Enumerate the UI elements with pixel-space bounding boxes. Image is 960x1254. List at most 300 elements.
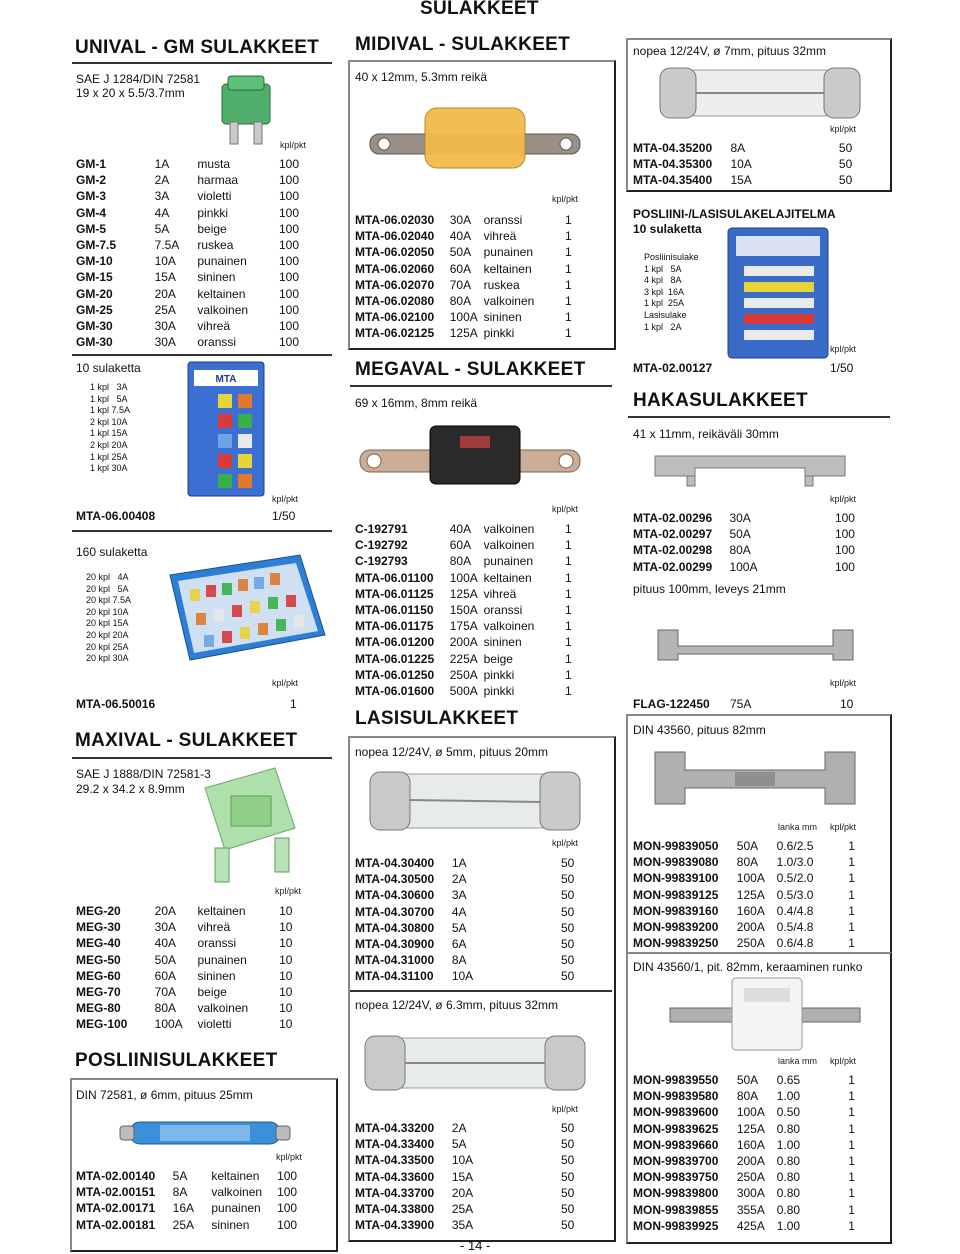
product-code: MON-99839580 bbox=[633, 1089, 719, 1104]
product-code: GM-5 bbox=[76, 221, 106, 236]
product-code: MEG-100 bbox=[76, 1017, 128, 1032]
table-cell: 60A bbox=[449, 261, 472, 276]
table-cell: 100 bbox=[279, 335, 300, 350]
table-row bbox=[633, 140, 855, 156]
glass-fuse-7mm-image bbox=[660, 62, 860, 132]
col-header-kplpkt: kpl/pkt bbox=[280, 140, 307, 150]
table-cell: 15A bbox=[154, 270, 176, 285]
lasi-spec-2: nopea 12/24V, ø 6.3mm, pituus 32mm bbox=[355, 998, 559, 1012]
table-row bbox=[355, 1185, 575, 1201]
product-code: C-192792 bbox=[355, 538, 408, 553]
flag-code: FLAG-122450 bbox=[633, 697, 710, 711]
table-row bbox=[355, 537, 575, 553]
posliini-title: POSLIINISULAKKEET bbox=[75, 1050, 278, 1071]
haka-spec: 41 x 11mm, reikäväli 30mm bbox=[633, 427, 779, 441]
table-cell: 10 bbox=[279, 985, 293, 1000]
table-cell: 3A bbox=[451, 888, 467, 903]
table-cell: ruskea bbox=[483, 277, 520, 292]
table-cell: 50 bbox=[561, 953, 575, 968]
table-cell: keltainen bbox=[197, 904, 246, 919]
table-cell: 175A bbox=[449, 619, 478, 634]
table-row bbox=[76, 984, 301, 1000]
table-cell: 10 bbox=[279, 952, 293, 967]
set10-code: MTA-06.00408 bbox=[76, 509, 156, 523]
product-code: MTA-02.00181 bbox=[76, 1217, 156, 1232]
table-cell: keltainen bbox=[211, 1169, 260, 1184]
product-code: MTA-06.01225 bbox=[355, 651, 435, 666]
list-item: 20 kpl 25A bbox=[86, 641, 129, 652]
unival-title: UNIVAL - GM SULAKKEET bbox=[75, 37, 320, 58]
table-cell: 100 bbox=[277, 1169, 298, 1184]
table-cell: 50 bbox=[561, 1121, 575, 1136]
table-cell: vihreä bbox=[197, 318, 231, 333]
table-cell: 125A bbox=[736, 887, 765, 902]
table-cell: 425A bbox=[736, 1218, 765, 1233]
table-row bbox=[76, 1016, 301, 1032]
table-cell: 1 bbox=[565, 294, 572, 309]
fuse-set-10-image bbox=[188, 362, 278, 502]
table-row bbox=[633, 1104, 855, 1120]
table-row bbox=[355, 871, 575, 887]
table-cell: vihreä bbox=[483, 229, 517, 244]
mega-fuse-image bbox=[360, 420, 600, 500]
product-code: MTA-04.33600 bbox=[355, 1169, 435, 1184]
product-code: GM-10 bbox=[76, 254, 113, 269]
product-code: MEG-50 bbox=[76, 952, 121, 967]
product-code: MTA-02.00171 bbox=[76, 1201, 156, 1216]
table-cell: valkoinen bbox=[483, 522, 535, 537]
lasi-table-1 bbox=[355, 855, 575, 985]
table-cell: 3A bbox=[154, 189, 170, 204]
product-code: C-192791 bbox=[355, 522, 408, 537]
table-cell: 2A bbox=[154, 173, 170, 188]
table-cell: 100 bbox=[279, 173, 300, 188]
table-cell: 100 bbox=[834, 559, 855, 574]
list-item: 20 kpl 30A bbox=[86, 653, 129, 664]
product-code: MTA-06.02030 bbox=[355, 213, 435, 228]
table-cell: 100 bbox=[834, 543, 855, 558]
product-code: MON-99839050 bbox=[633, 839, 719, 854]
table-row bbox=[355, 261, 575, 277]
table-cell: valkoinen bbox=[197, 1001, 249, 1016]
product-code: GM-2 bbox=[76, 173, 106, 188]
table-cell: 8A bbox=[451, 953, 467, 968]
table-row bbox=[633, 510, 855, 526]
table-row bbox=[355, 1136, 575, 1152]
table-row bbox=[76, 968, 301, 984]
table-cell: 100 bbox=[279, 221, 300, 236]
list-item: 20 kpl 20A bbox=[86, 629, 129, 640]
table-cell: keltainen bbox=[483, 261, 532, 276]
table-cell: 1 bbox=[565, 277, 572, 292]
list-item: 1 kpl 25A bbox=[644, 298, 685, 309]
list-item: 3 kpl 16A bbox=[644, 286, 685, 297]
table-cell: 70A bbox=[154, 985, 177, 1000]
unival-spec-1: SAE J 1284/DIN 72581 bbox=[76, 72, 201, 86]
table-cell: 35A bbox=[451, 1218, 474, 1233]
table-cell: 100 bbox=[834, 511, 855, 526]
table-cell: 50 bbox=[561, 1218, 575, 1233]
lasi-title: LASISULAKKEET bbox=[355, 708, 519, 729]
table-row bbox=[76, 237, 301, 253]
list-item: Lasisulake bbox=[644, 309, 687, 320]
section-divider bbox=[72, 62, 332, 64]
product-code: MTA-06.01100 bbox=[355, 570, 434, 585]
product-code: GM-15 bbox=[76, 270, 113, 285]
table-cell: 1 bbox=[565, 603, 572, 618]
product-code: MON-99839125 bbox=[633, 887, 719, 902]
assortment-pack-image bbox=[724, 222, 834, 362]
assortment-qty: 1/50 bbox=[830, 361, 854, 375]
col-header-kplpkt: kpl/pkt bbox=[275, 886, 302, 896]
product-code: MTA-06.01150 bbox=[355, 603, 434, 618]
set10-contents bbox=[90, 382, 130, 475]
product-code: MON-99839700 bbox=[633, 1154, 719, 1169]
table-cell: 1 bbox=[848, 1186, 855, 1201]
megaval-title: MEGAVAL - SULAKKEET bbox=[355, 359, 586, 380]
posliini-spec: DIN 72581, ø 6mm, pituus 25mm bbox=[76, 1088, 253, 1102]
table-cell: 200A bbox=[736, 1154, 765, 1169]
table-cell: 0.5/2.0 bbox=[776, 871, 814, 886]
table-row bbox=[355, 244, 575, 260]
glass-fuse-5mm-image bbox=[370, 762, 580, 842]
product-code: MTA-04.30800 bbox=[355, 920, 435, 935]
table-cell: oranssi bbox=[483, 213, 523, 228]
table-row bbox=[355, 968, 575, 984]
table-cell: 4A bbox=[451, 904, 467, 919]
table-cell: 25A bbox=[172, 1217, 195, 1232]
table-cell: 1.00 bbox=[776, 1218, 801, 1233]
table-cell: 60A bbox=[154, 968, 177, 983]
product-code: MON-99839200 bbox=[633, 920, 719, 935]
table-row bbox=[76, 334, 301, 350]
assortment-code: MTA-02.00127 bbox=[633, 361, 713, 375]
list-item: 1 kpl 7.5A bbox=[90, 405, 131, 416]
table-cell: 50 bbox=[561, 1202, 575, 1217]
list-item: 1 kpl 2A bbox=[644, 321, 682, 332]
col-header-kplpkt: kpl/pkt bbox=[830, 678, 857, 688]
table-cell: 10 bbox=[279, 1017, 293, 1032]
list-item: 20 kpl 4A bbox=[86, 572, 129, 582]
mta-logo-text: MTA bbox=[215, 374, 237, 385]
table-cell: 100A bbox=[154, 1017, 183, 1032]
maxival-table bbox=[76, 903, 301, 1033]
product-code: MTA-04.30600 bbox=[355, 888, 435, 903]
product-code: MEG-20 bbox=[76, 904, 121, 919]
table-cell: 125A bbox=[449, 326, 478, 341]
table-cell: punainen bbox=[211, 1201, 261, 1216]
table-row bbox=[76, 253, 301, 269]
table-cell: 0.80 bbox=[776, 1154, 801, 1169]
table-cell: 1 bbox=[565, 651, 572, 666]
maxival-spec-2: 29.2 x 34.2 x 8.9mm bbox=[76, 782, 185, 796]
product-code: MON-99839660 bbox=[633, 1137, 719, 1152]
table-row bbox=[76, 1217, 301, 1233]
din-spec-2: DIN 43560/1, pit. 82mm, keraaminen runko bbox=[633, 960, 863, 974]
table-cell: 100 bbox=[279, 254, 300, 269]
col-header-kplpkt: kpl/pkt bbox=[552, 838, 579, 848]
maxi-fuse-image bbox=[195, 768, 305, 888]
table-cell: 100 bbox=[834, 527, 855, 542]
table-cell: 1 bbox=[848, 1154, 855, 1169]
table-cell: 50 bbox=[561, 937, 575, 952]
table-cell: 1 bbox=[565, 245, 572, 260]
table-row bbox=[355, 1152, 575, 1168]
col-header-kplpkt: kpl/pkt bbox=[272, 678, 299, 688]
table-cell: 30A bbox=[154, 318, 176, 333]
product-code: MON-99839750 bbox=[633, 1170, 719, 1185]
product-code: MON-99839925 bbox=[633, 1218, 719, 1233]
table-cell: violetti bbox=[197, 1017, 232, 1032]
table-cell: 50 bbox=[561, 904, 575, 919]
table-cell: 50A bbox=[736, 1073, 759, 1088]
product-code: MTA-06.01600 bbox=[355, 683, 435, 698]
table-row bbox=[355, 570, 575, 586]
table-row bbox=[633, 854, 855, 870]
table-cell: 50 bbox=[561, 1137, 575, 1152]
table-cell: 250A bbox=[736, 936, 765, 951]
table-row bbox=[633, 542, 855, 558]
table-row bbox=[355, 521, 575, 537]
product-code: MTA-02.00299 bbox=[633, 559, 713, 574]
table-cell: 1A bbox=[154, 157, 170, 172]
table-row bbox=[355, 651, 575, 667]
product-code: MEG-80 bbox=[76, 1001, 121, 1016]
table-row bbox=[355, 228, 575, 244]
table-cell: valkoinen bbox=[483, 538, 535, 553]
col-header-kplpkt: kpl/pkt bbox=[552, 1104, 579, 1114]
list-item: 2 kpl 10A bbox=[90, 416, 128, 427]
table-row bbox=[355, 212, 575, 228]
table-cell: 50A bbox=[729, 527, 751, 542]
product-code: MON-99839800 bbox=[633, 1186, 719, 1201]
list-item: 20 kpl 10A bbox=[86, 606, 129, 617]
table-cell: 100 bbox=[279, 205, 300, 220]
product-code: MTA-06.02080 bbox=[355, 294, 435, 309]
table-row bbox=[76, 952, 301, 968]
table-cell: harmaa bbox=[197, 173, 239, 188]
list-item: 20 kpl 5A bbox=[86, 583, 129, 594]
product-code: GM-20 bbox=[76, 286, 113, 301]
product-code: MTA-02.00296 bbox=[633, 511, 713, 526]
din-table-1 bbox=[633, 838, 855, 951]
table-row bbox=[76, 205, 301, 221]
glass-fuse-6mm-image bbox=[365, 1030, 585, 1100]
product-code: C-192793 bbox=[355, 554, 408, 569]
table-row bbox=[76, 302, 301, 318]
table-cell: 1 bbox=[565, 538, 572, 553]
col-header-kplpkt: kpl/pkt bbox=[552, 504, 579, 514]
set10-qty: 1/50 bbox=[272, 509, 296, 523]
product-code: MTA-04.30400 bbox=[355, 856, 435, 871]
list-item: 1 kpl 5A bbox=[90, 393, 128, 404]
table-cell: valkoinen bbox=[211, 1185, 263, 1200]
set160-title: 160 sulaketta bbox=[76, 545, 148, 559]
table-cell: 80A bbox=[449, 554, 472, 569]
table-row bbox=[76, 919, 301, 935]
table-cell: 1 bbox=[848, 936, 855, 951]
maxival-spec-1: SAE J 1888/DIN 72581-3 bbox=[76, 767, 211, 781]
table-cell: 200A bbox=[736, 920, 765, 935]
table-cell: sininen bbox=[483, 310, 522, 325]
list-item: 1 kpl 15A bbox=[90, 428, 128, 439]
product-code: MTA-04.31000 bbox=[355, 953, 435, 968]
table-cell: 250A bbox=[449, 667, 478, 682]
table-cell: 80A bbox=[736, 1089, 759, 1104]
glass-7mm-table bbox=[633, 140, 855, 189]
table-cell: 10A bbox=[451, 969, 474, 984]
list-item: 20 kpl 7.5A bbox=[86, 595, 132, 606]
list-item: Posliinisulake bbox=[644, 252, 699, 262]
haka-table bbox=[633, 510, 855, 575]
table-cell: 10 bbox=[279, 936, 293, 951]
table-row bbox=[76, 1000, 301, 1016]
table-cell: 10 bbox=[279, 968, 293, 983]
table-cell: 15A bbox=[730, 173, 752, 188]
list-item: 1 kpl 30A bbox=[90, 463, 128, 474]
table-cell: vihreä bbox=[197, 920, 231, 935]
table-cell: 1 bbox=[565, 326, 572, 341]
table-cell: punainen bbox=[483, 245, 533, 260]
table-cell: 5A bbox=[154, 221, 170, 236]
table-cell: 16A bbox=[172, 1201, 195, 1216]
table-cell: 1.0/3.0 bbox=[776, 855, 814, 870]
table-cell: pinkki bbox=[483, 326, 515, 341]
table-row bbox=[633, 559, 855, 575]
table-row bbox=[355, 634, 575, 650]
table-cell: 160A bbox=[736, 903, 765, 918]
product-code: GM-1 bbox=[76, 157, 106, 172]
table-cell: oranssi bbox=[483, 603, 523, 618]
list-item: 4 kpl 8A bbox=[644, 275, 682, 286]
midival-spec: 40 x 12mm, 5.3mm reikä bbox=[355, 70, 488, 84]
table-cell: 1 bbox=[565, 522, 572, 537]
table-cell: 10A bbox=[451, 1153, 474, 1168]
posliini-table bbox=[76, 1168, 301, 1233]
table-cell: 1 bbox=[565, 310, 572, 325]
table-cell: keltainen bbox=[483, 570, 532, 585]
table-cell: 0.4/4.8 bbox=[776, 903, 814, 918]
table-row bbox=[355, 553, 575, 569]
product-code: MTA-04.30500 bbox=[355, 872, 435, 887]
table-cell: punainen bbox=[197, 254, 247, 269]
table-cell: 50 bbox=[561, 1185, 575, 1200]
product-code: MTA-04.35200 bbox=[633, 141, 713, 156]
product-code: MTA-06.02060 bbox=[355, 261, 435, 276]
table-row bbox=[76, 269, 301, 285]
table-row bbox=[76, 286, 301, 302]
set160-contents bbox=[86, 572, 131, 665]
table-cell: 50A bbox=[154, 952, 177, 967]
table-row bbox=[633, 1218, 855, 1234]
table-cell: 1 bbox=[848, 1073, 855, 1088]
section-divider bbox=[72, 530, 332, 532]
table-cell: sininen bbox=[483, 635, 522, 650]
table-cell: 40A bbox=[449, 522, 472, 537]
col-header-kplpkt: kpl/pkt bbox=[276, 1152, 303, 1162]
table-cell: 200A bbox=[449, 635, 478, 650]
table-cell: 1 bbox=[565, 586, 572, 601]
table-row bbox=[355, 309, 575, 325]
table-cell: 100A bbox=[736, 1105, 765, 1120]
table-cell: keltainen bbox=[197, 286, 246, 301]
table-cell: 40A bbox=[449, 229, 472, 244]
product-code: MEG-70 bbox=[76, 985, 121, 1000]
table-cell: oranssi bbox=[197, 335, 237, 350]
product-code: MTA-04.30700 bbox=[355, 904, 435, 919]
table-cell: sininen bbox=[197, 968, 236, 983]
product-code: GM-7.5 bbox=[76, 238, 117, 253]
table-cell: 1 bbox=[565, 619, 572, 634]
strip-fuse-image bbox=[658, 620, 858, 680]
haka-title: HAKASULAKKEET bbox=[633, 390, 808, 411]
table-cell: 1 bbox=[848, 887, 855, 902]
table-cell: 80A bbox=[736, 855, 759, 870]
table-cell: 1 bbox=[848, 855, 855, 870]
table-row bbox=[633, 1088, 855, 1104]
unival-table bbox=[76, 156, 301, 350]
section-divider bbox=[350, 990, 612, 992]
product-code: MTA-02.00151 bbox=[76, 1185, 156, 1200]
fuse-box-160-image bbox=[150, 555, 330, 665]
strip-fuse-spec: pituus 100mm, leveys 21mm bbox=[633, 582, 786, 596]
din-table-2 bbox=[633, 1072, 855, 1234]
table-cell: beige bbox=[197, 221, 227, 236]
table-cell: 50 bbox=[561, 969, 575, 984]
table-cell: 100 bbox=[279, 189, 300, 204]
table-cell: 1 bbox=[565, 229, 572, 244]
table-cell: 8A bbox=[172, 1185, 188, 1200]
table-cell: 1 bbox=[848, 1137, 855, 1152]
table-cell: 0.50 bbox=[776, 1105, 801, 1120]
table-cell: 50 bbox=[561, 872, 575, 887]
midival-title: MIDIVAL - SULAKKEET bbox=[355, 34, 571, 55]
table-row bbox=[355, 1217, 575, 1233]
table-cell: 100A bbox=[449, 570, 478, 585]
table-cell: 10 bbox=[279, 904, 293, 919]
table-cell: 50A bbox=[449, 245, 472, 260]
table-cell: 30A bbox=[154, 335, 176, 350]
table-cell: 50 bbox=[838, 157, 853, 172]
table-cell: valkoinen bbox=[483, 294, 535, 309]
table-row bbox=[633, 903, 855, 919]
set160-qty: 1 bbox=[290, 697, 297, 711]
table-row bbox=[633, 919, 855, 935]
table-row bbox=[633, 1202, 855, 1218]
haka-fuse-image bbox=[655, 446, 855, 496]
table-cell: 20A bbox=[154, 904, 177, 919]
table-row bbox=[355, 277, 575, 293]
table-cell: ruskea bbox=[197, 238, 234, 253]
table-cell: 100 bbox=[277, 1185, 298, 1200]
col-header-kplpkt: kpl/pkt bbox=[830, 344, 857, 354]
table-cell: punainen bbox=[197, 952, 247, 967]
table-row bbox=[633, 172, 855, 188]
table-row bbox=[633, 838, 855, 854]
table-cell: 8A bbox=[730, 141, 746, 156]
table-cell: 1 bbox=[848, 1170, 855, 1185]
table-row bbox=[633, 935, 855, 951]
table-cell: 0.80 bbox=[776, 1170, 801, 1185]
page-number: - 14 - bbox=[460, 1238, 491, 1253]
col-header-kplpkt: kpl/pkt bbox=[830, 494, 857, 504]
table-cell: valkoinen bbox=[483, 619, 535, 634]
table-cell: 100A bbox=[449, 310, 478, 325]
table-cell: punainen bbox=[483, 554, 533, 569]
table-cell: 50 bbox=[561, 856, 575, 871]
table-cell: 0.80 bbox=[776, 1186, 801, 1201]
table-cell: 225A bbox=[449, 651, 478, 666]
